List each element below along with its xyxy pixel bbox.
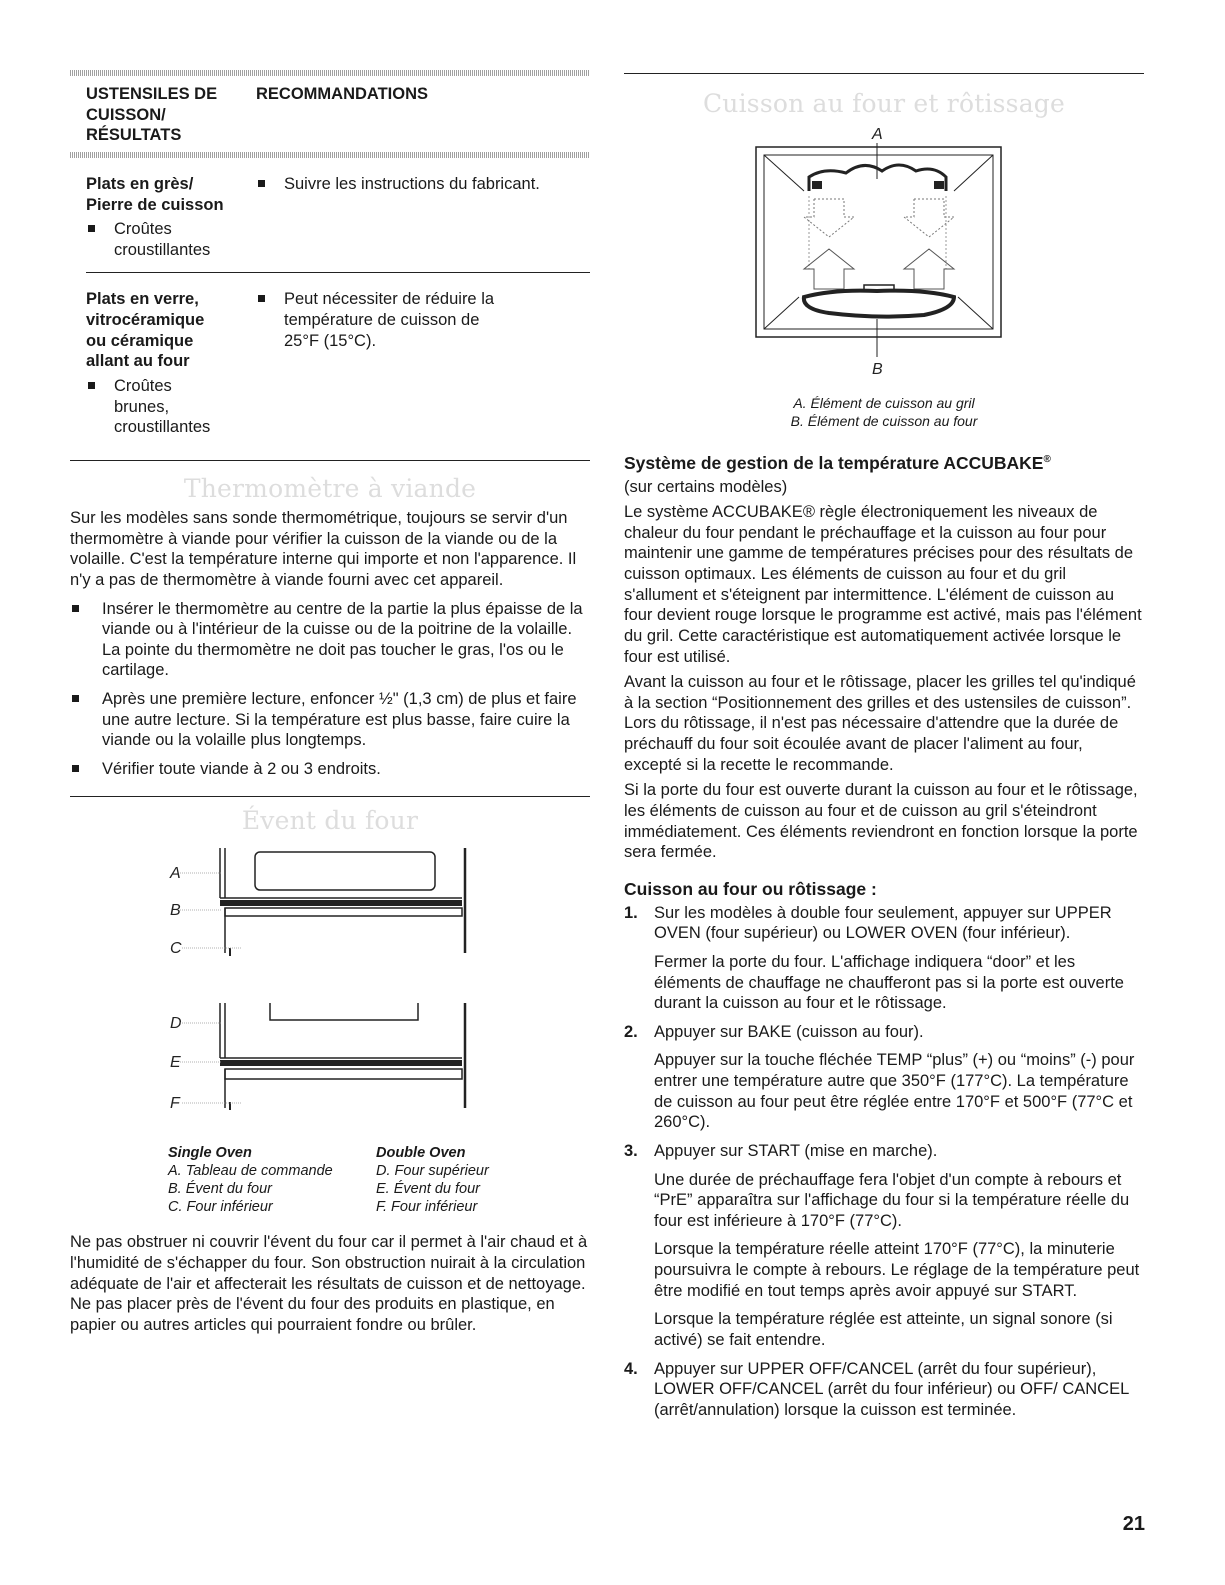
accubake-paragraph: Si la porte du four est ouverte durant la cuisson au four et le rôtissage, les éléments de cuisson au four et de cuisson au gril s'éteindront immédiatement. Ces éléments reviendront en fonction lorsque la porte sera fermée. (624, 781, 1138, 862)
steps-heading: Cuisson au four ou rôtissage : (624, 878, 877, 899)
table-row (70, 158, 590, 273)
table-top-rule (70, 70, 590, 76)
table-header-rule (70, 152, 590, 158)
table-row-recommendation: Peut nécessiter de réduire la température de cuisson de 25°F (15°C). (256, 289, 590, 437)
label-d: D (170, 1014, 182, 1032)
section-title-event: Évent du four (241, 805, 419, 835)
thermometre-bullets (70, 599, 590, 780)
accubake-paragraph: Avant la cuisson au four et le rôtissage, placer les grilles tel qu'indiqué à la section “Positionnement des grilles et des ustensiles de cuisson”. Lors du rôtissage, il n'est pas nécessaire d'attendre que la durée de préchauff du four soit écoulée avant de placer l'aliment au four, excepté si la recette le recommande. (624, 673, 1136, 774)
result-bullet: Croûtes brunes, croustillantes (86, 376, 256, 438)
step-1: 1. Sur les modèles à double four seulement, appuyer sur UPPER OVEN (four supérieur) ou LOWER OVEN (four inférieur). Fermer la porte du four. L'affichage indiquera “door” et les éléments de chauffage ne chaufferont pas si la porte est ouverte durant la cuisson au four et le rôtissage. (624, 903, 1124, 1013)
table-row-title: Plats en verre, vitrocéramique ou céramique allant au four Croûtes brunes, croustillantes (86, 289, 256, 437)
section-rule (624, 73, 1144, 74)
legend-double: Double Oven D. Four supérieur E. Évent du four F. Four inférieur (376, 1144, 489, 1216)
diagram-label-b: B (872, 361, 883, 379)
step-4: 4. Appuyer sur UPPER OFF/CANCEL (arrêt du four supérieur), LOWER OFF/CANCEL (arrêt du four inférieur) ou OFF/ CANCEL (arrêt/annulation) lorsque la cuisson est terminée. (624, 1359, 1129, 1419)
left-column (70, 70, 590, 1340)
section-title-thermometre: Thermomètre à viande (183, 473, 477, 503)
right-column (624, 70, 1144, 1428)
step-3: 3. Appuyer sur START (mise en marche). Une durée de préchauffage fera l'objet d'un compte à rebours et “PrE” apparaîtra sur l'affichage du four si la température réelle du four est inférieure à 170°F (77°C). Lorsque la température réelle atteint 170°F (77°C), la minuterie poursuivra le compte à rebours. Le réglage de la température peut être modifié en tout temps après avoir appuyé sur START. Lorsque la température réglée est atteinte, un signal sonore (si activé) se fait entendre. (624, 1141, 1140, 1349)
legend-single: Single Oven A. Tableau de commande B. Évent du four C. Four inférieur (168, 1144, 333, 1216)
step-2: 2. Appuyer sur BAKE (cuisson au four). Appuyer sur la touche fléchée TEMP “plus” (+) ou “moins” (-) pour entrer une température autre que 350°F (177°C). La température de cuisson au four peut être réglée entre 170°F et 500°F (77°C et 260°C). (624, 1022, 1135, 1132)
accubake-paragraph: Le système ACCUBAKE® règle électroniquement les niveaux de chaleur du four pendant le préchauffage et la cuisson au four pour maintenir une gamme de températures précises pour des résultats de cuisson optimaux. Les éléments de cuisson au four et du gril s'allument et s'éteignent par intermittence. L'élément de cuisson au four devient rouge lorsque le programme est activé, mais pas l'élément du gril. Cette caractéristique est automatiquement activée lorsque le four est utilisé. (624, 503, 1142, 666)
accubake-heading: Système de gestion de la température ACCUBAKE® (624, 452, 1051, 473)
list-item: Après une première lecture, enfoncer ½" (1,3 cm) de plus et faire une autre lecture. Si la température est plus basse, faire cuire la viande ou la volaille plus longtemps. (70, 689, 590, 751)
oven-vent-diagram (70, 838, 590, 1138)
list-item: Insérer le thermomètre au centre de la partie la plus épaisse de la viande ou à l'intérieur de la cuisse ou de la poitrine de la volaille. La pointe du thermomètre ne doit pas toucher le gras, l'os ou le cartilage. (70, 599, 590, 682)
diagram-label-a: A (872, 126, 883, 144)
page-number: 21 (1122, 1513, 1145, 1535)
list-item: Vérifier toute viande à 2 ou 3 endroits. (70, 759, 590, 780)
table-row (86, 272, 590, 449)
table-header-col1: USTENSILES DE CUISSON/ RÉSULTATS (86, 85, 218, 145)
table-header-col2: RECOMMANDATIONS (256, 85, 429, 103)
label-c: C (170, 939, 182, 957)
result-bullet: Croûtes croustillantes (86, 219, 256, 260)
section-rule (70, 796, 590, 797)
table-row-title: Plats en grès/ Pierre de cuisson Croûtes croustillantes (70, 174, 256, 261)
oven-elements-diagram (624, 119, 1144, 384)
diagram-caption: A. Élément de cuisson au gril B. Élément de cuisson au four (790, 395, 978, 430)
table-row-recommendation: Suivre les instructions du fabricant. (256, 174, 590, 261)
steps-list (624, 903, 1144, 1421)
table-header (70, 76, 590, 152)
section-title-cuisson: Cuisson au four et rôtissage (702, 89, 1066, 118)
label-b: B (170, 901, 181, 919)
event-paragraph: Ne pas obstruer ni couvrir l'évent du four car il permet à l'air chaud et à l'humidité de s'échapper du four. Son obstruction nuirait à la circulation adéquate de l'air et affecterait les résultats de cuisson et de nettoyage. Ne pas placer près de l'évent du four des produits en plastique, en papier ou autres articles qui pourraient fondre ou brûler. (70, 1233, 588, 1334)
thermometre-intro: Sur les modèles sans sonde thermométrique, toujours se servir d'un thermomètre à viande pour vérifier la cuisson de la viande ou de la volaille. C'est la température interne qui importe et non l'apparence. Il n'y a pas de thermomètre à viande fourni avec cet appareil. (70, 509, 577, 589)
accubake-models: (sur certains modèles) (624, 477, 788, 496)
label-a: A (170, 864, 181, 882)
label-e: E (170, 1053, 181, 1071)
label-f: F (170, 1094, 180, 1112)
vent-legend (70, 1144, 590, 1217)
section-rule (70, 460, 590, 461)
